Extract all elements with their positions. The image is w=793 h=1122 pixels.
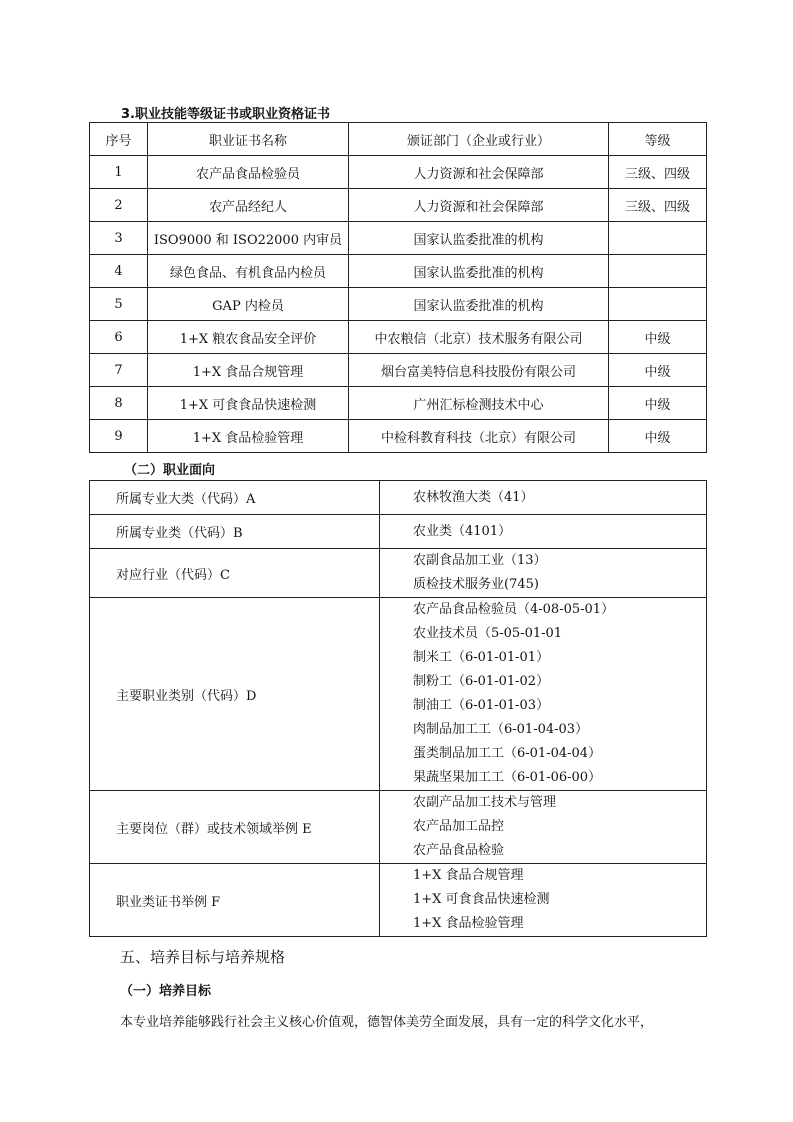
- cert-issuer: 人力资源和社会保障部: [349, 156, 609, 189]
- career-value: [380, 549, 707, 598]
- cert-issuer: 国家认监委批准的机构: [349, 222, 609, 255]
- career-value-line: 农业技术员（5-05-01-01: [413, 626, 563, 641]
- cert-index: 4: [90, 255, 148, 288]
- cert-index: 5: [90, 288, 148, 321]
- career-value-line: 农产品食品检验员（4-08-05-01）: [413, 602, 615, 617]
- career-value-line: 农副产品加工技术与管理: [413, 795, 557, 810]
- cert-table-header-row: [90, 123, 707, 156]
- header-cert-name: 职业证书名称: [148, 123, 349, 156]
- career-value: [380, 864, 707, 937]
- career-section-title: （二）职业面向: [124, 463, 216, 478]
- table-row: [90, 255, 707, 288]
- table-row: [90, 420, 707, 453]
- career-value: [380, 598, 707, 791]
- career-label: 主要职业类别（代码）D: [90, 598, 380, 791]
- cert-index: 3: [90, 222, 148, 255]
- career-value-line: 蛋类制品加工工（6-01-04-04）: [413, 746, 602, 761]
- cert-level: [609, 288, 707, 321]
- cert-index: 9: [90, 420, 148, 453]
- subsection-heading-objective: （一）培养目标: [120, 984, 212, 999]
- career-value-line: 制油工（6-01-01-03）: [413, 698, 550, 713]
- cert-issuer: 国家认监委批准的机构: [349, 288, 609, 321]
- table-row: [90, 864, 707, 937]
- career-label: 主要岗位（群）或技术领域举例 E: [90, 791, 380, 864]
- table-row: [90, 549, 707, 598]
- header-level: 等级: [609, 123, 707, 156]
- table-row: [90, 791, 707, 864]
- header-index: 序号: [90, 123, 148, 156]
- section-heading-training: 五、培养目标与培养规格: [120, 948, 286, 966]
- cert-index: 8: [90, 387, 148, 420]
- career-value-line: 农产品加工品控: [413, 819, 505, 834]
- cert-level: 中级: [609, 321, 707, 354]
- table-row: [90, 321, 707, 354]
- career-label: 所属专业大类（代码）A: [90, 481, 380, 515]
- cert-index: 1: [90, 156, 148, 189]
- cert-level: 中级: [609, 420, 707, 453]
- cert-name: 1+X 粮农食品安全评价: [148, 321, 349, 354]
- cert-index: 6: [90, 321, 148, 354]
- career-value: [380, 515, 707, 549]
- table-row: [90, 288, 707, 321]
- table-row: [90, 598, 707, 791]
- career-value-line: 农林牧渔大类（41）: [413, 489, 534, 505]
- career-value-line: 1+X 食品合规管理: [413, 868, 524, 883]
- header-issuer: 颁证部门（企业或行业）: [349, 123, 609, 156]
- cert-index: 7: [90, 354, 148, 387]
- table-row: [90, 222, 707, 255]
- career-label: 对应行业（代码）C: [90, 549, 380, 598]
- table-row: [90, 515, 707, 549]
- career-value: [380, 481, 707, 515]
- cert-name: GAP 内检员: [148, 288, 349, 321]
- objective-paragraph: 本专业培养能够践行社会主义核心价值观，德智体美劳全面发展，具有一定的科学文化水平，: [120, 1015, 654, 1030]
- cert-name: 1+X 食品合规管理: [148, 354, 349, 387]
- career-value-line: 农副食品加工业（13）: [413, 553, 547, 568]
- career-label: 所属专业类（代码）B: [90, 515, 380, 549]
- cert-name: 绿色食品、有机食品内检员: [148, 255, 349, 288]
- cert-name: ISO9000 和 ISO22000 内审员: [148, 222, 349, 255]
- table-row: [90, 387, 707, 420]
- career-value-line: 果蔬坚果加工工（6-01-06-00）: [413, 770, 602, 785]
- table-row: [90, 189, 707, 222]
- cert-level: [609, 222, 707, 255]
- cert-issuer: 人力资源和社会保障部: [349, 189, 609, 222]
- career-label: 职业类证书举例 F: [90, 864, 380, 937]
- table-row: [90, 354, 707, 387]
- cert-issuer: 国家认监委批准的机构: [349, 255, 609, 288]
- cert-level: [609, 255, 707, 288]
- cert-name: 农产品经纪人: [148, 189, 349, 222]
- career-value-line: 制米工（6-01-01-01）: [413, 650, 550, 665]
- cert-issuer: 中农粮信（北京）技术服务有限公司: [349, 321, 609, 354]
- career-table: [89, 480, 707, 937]
- career-value-line: 制粉工（6-01-01-02）: [413, 674, 550, 689]
- table-row: [90, 481, 707, 515]
- cert-name: 农产品食品检验员: [148, 156, 349, 189]
- cert-issuer: 广州汇标检测技术中心: [349, 387, 609, 420]
- cert-name: 1+X 食品检验管理: [148, 420, 349, 453]
- career-value-line: 1+X 可食食品快速检测: [413, 892, 550, 907]
- career-value-line: 质检技术服务业(745): [413, 577, 539, 592]
- table-row: [90, 156, 707, 189]
- cert-name: 1+X 可食食品快速检测: [148, 387, 349, 420]
- career-value-line: 肉制品加工工（6-01-04-03）: [413, 722, 589, 737]
- cert-level: 三级、四级: [609, 156, 707, 189]
- cert-level: 中级: [609, 354, 707, 387]
- career-value-line: 1+X 食品检验管理: [413, 916, 524, 931]
- cert-level: 三级、四级: [609, 189, 707, 222]
- cert-issuer: 中检科教育科技（北京）有限公司: [349, 420, 609, 453]
- career-value-line: 农产品食品检验: [413, 843, 505, 858]
- cert-index: 2: [90, 189, 148, 222]
- cert-issuer: 烟台富美特信息科技股份有限公司: [349, 354, 609, 387]
- career-value-line: 农业类（4101）: [413, 523, 512, 539]
- cert-table: [89, 122, 707, 453]
- cert-section-title: 3.职业技能等级证书或职业资格证书: [121, 107, 330, 122]
- cert-level: 中级: [609, 387, 707, 420]
- career-value: [380, 791, 707, 864]
